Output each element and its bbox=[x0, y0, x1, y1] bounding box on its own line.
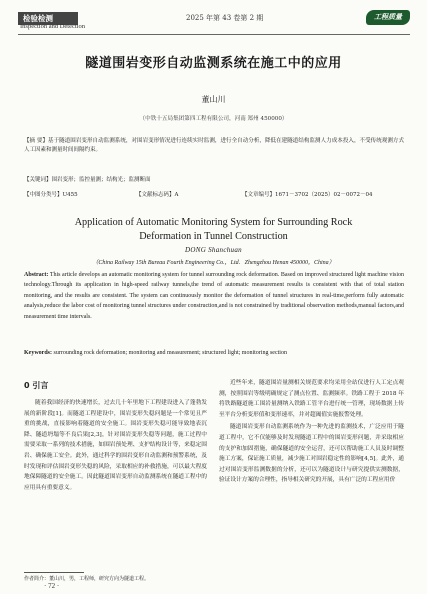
article-number: 【文章编号】1671－3702（2025）02－0072－04 bbox=[242, 192, 373, 198]
author-cn: 董山川 bbox=[201, 95, 226, 104]
section-label-cn: 检验检测 bbox=[18, 12, 78, 25]
keywords-en-label: Keywords: bbox=[24, 350, 52, 356]
body-paragraph: 随着我国经济的快速增长，过去几十年里地下工程建设进入了蓬勃发展的新阶段[1]。而隧道工程建设中，围岩变形失稳问题是一个常见且严重的挑战，直接影响着隧道的安全施工。围岩变形失稳可能导致地表沉降、隧道坍塌等不良后果[2,3]，针对围岩变形失稳等问题，施工过程中需要采取一系列的技术措施，如围岩预处理、支护结构设计等，来稳定围岩、确保施工安全。此外，通过科学的围岩变形自动监测和预警系统，及时发现和评估围岩变形失稳的风险，采取相应的补救措施，可以最大程度地保障隧道的安全施工。因此隧道围岩变形自动监测系统在隧道工程中的应用具有重要意义。 bbox=[24, 400, 207, 491]
affiliation-en: （China Railway 15th Bureau Fourth Engineering Co.，Ltd．Zhengzhou Henan 450000，China） bbox=[92, 260, 335, 266]
article-meta bbox=[24, 190, 404, 199]
footnote-rule bbox=[24, 572, 84, 573]
body-paragraph: 近些年来，隧道围岩量测相关规范要求均采用全站仪进行人工定点观测，按照围岩等级明确规定了测点位置、监测频率。铁路工程于 2018 年将铁路隧道施工围岩量测纳入铁路工管平台进行统一管理，现场数据上传至平台分析变形值和变形速率，并对超阈值实施报警处理。 bbox=[219, 380, 404, 418]
page-number: · 72 · bbox=[44, 582, 60, 590]
issue-info: 2025 年第 43 卷第 2 期 bbox=[186, 14, 264, 22]
title-en bbox=[0, 216, 427, 244]
body-column-left bbox=[24, 398, 207, 493]
keywords-en-text: surrounding rock deformation; monitoring and measurement; structured light; monitoring section bbox=[53, 350, 287, 356]
section-heading: 0 引言 bbox=[24, 381, 49, 390]
clc-number: 【中图分类号】U455 bbox=[24, 192, 78, 198]
body-column-right bbox=[219, 378, 404, 486]
author-en: DONG Shanchuan bbox=[185, 246, 242, 254]
document-code: 【文献标志码】A bbox=[136, 192, 179, 198]
abstract-en bbox=[24, 270, 404, 322]
journal-logo: 工程质量 bbox=[366, 10, 410, 25]
title-cn: 隧道围岩变形自动监测系统在施工中的应用 bbox=[85, 56, 342, 71]
keywords-en bbox=[24, 350, 404, 356]
affiliation-cn: （中铁十五局集团第四工程有限公司，河南 郑州 450000） bbox=[139, 116, 288, 122]
running-header bbox=[18, 12, 410, 42]
abstract-en-text: This article develops an automatic monitoring system for tunnel surrounding rock deformation. Based on improved structured light machine vision technology.Through its application in high-speed railway tunnels,the trend of automatic measurement results is consistent with that of total station monitoring, and the results are consistent. The system can continuously monitor the deformation of tunnel structures in real-time,perform fully automatic analysis,reduce the labor cost of monitoring tunnel structures under construction,and is not constrained by traditional observation methods,manual factors,and measurement time intervals. bbox=[24, 272, 404, 320]
title-en-line2: Deformation in Tunnel Construction bbox=[139, 231, 288, 242]
section-label-en: Inspection and Detection bbox=[20, 23, 85, 30]
author-footnote: 作者简介：董山川，男，工程师，研究方向为隧道工程。 bbox=[24, 576, 150, 582]
header-rule bbox=[18, 34, 410, 35]
body-paragraph: 隧道围岩变形自动监测系统作为一种先进的监测技术，广泛应用于隧道工程中，它不仅能够及时发现隧道工程中的围岩变形问题，并采取相应的支护和加固措施，确保隧道的安全运营，还可以帮助施工人员及时调整施工方案，保证施工质量，减少施工对围岩稳定性的影响[4,5]。此外，通过对围岩变形监测数据的分析，还可以为隧道设计与研究提供实测数据，验证设计方案的合理性，指导相关研究的开展，具有广泛的工程应用价 bbox=[219, 424, 404, 484]
keywords-cn: 【关键词】围岩变形；监控量测；结构光；监测断面 bbox=[24, 177, 151, 183]
abstract-en-label: Abstract: bbox=[24, 272, 49, 278]
title-en-line1: Application of Automatic Monitoring System for Surrounding Rock bbox=[74, 217, 353, 228]
abstract-cn: 【摘 要】基于隧道围岩变形自动监测系统，对围岩变形情况进行连续实时监测，进行全自动分析，降低在建隧道结构监测人力成本投入，不受传统观测方式人工因素和测量时间间隔约束。 bbox=[24, 138, 404, 153]
